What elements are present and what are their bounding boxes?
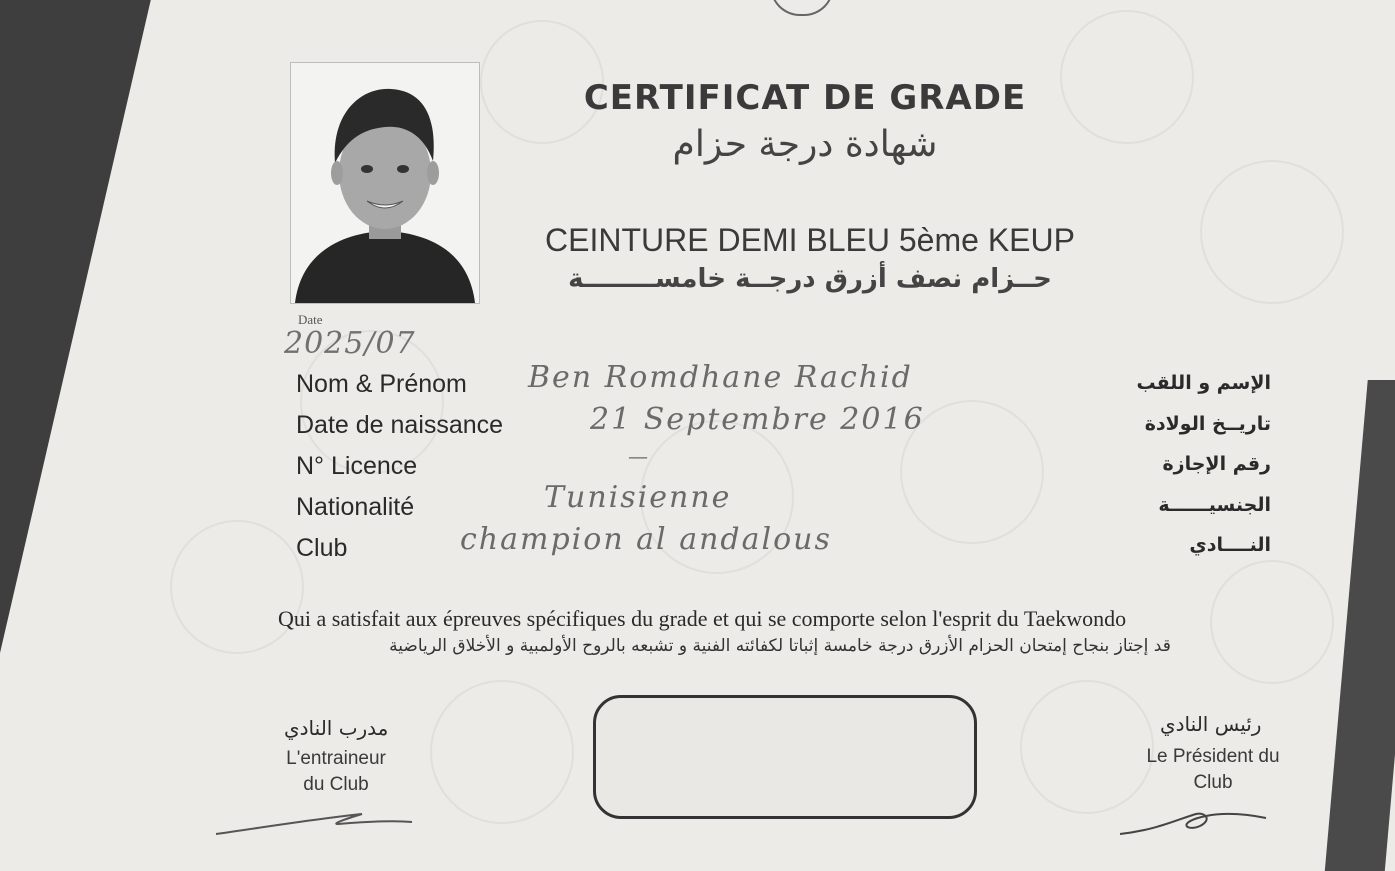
field-value-nationality: Tunisienne [544,480,732,515]
handwritten-signature-icon [212,800,422,840]
field-value-club: champion al andalous [460,522,832,557]
watermark-circle [170,520,304,654]
photo-date-label: Date [298,312,323,327]
watermark-circle [1060,10,1194,144]
field-label-birthdate-ar: تاريــخ الولادة [1144,413,1271,435]
coach-label-fr-line2: du Club [303,774,369,795]
field-label-birthdate: Date de naissance [296,411,504,439]
statement-fr: Qui a satisfait aux épreuves spécifiques du grade et qui se comporte selon l'esprit du Taekwondo [278,606,1127,631]
club-emblem-icon [770,0,834,16]
watermark-circle [430,680,574,824]
field-value-name: Ben Romdhane Rachid [528,360,913,395]
field-value-birthdate: 21 Septembre 2016 [590,402,925,437]
field-label-club: Club [296,534,348,562]
coach-label-fr-line1: L'entraineur [286,748,386,769]
field-label-licence: N° Licence [296,452,418,480]
coach-label-fr [262,746,410,798]
coach-label-ar: مدرب النادي [284,716,389,740]
president-label-ar: رئيس النادي [1160,712,1262,736]
president-label-fr [1128,744,1298,796]
belt-grade-ar: حــزام نصف أزرق درجــة خامســــــــة [568,264,1052,294]
decorative-stripe-left [0,0,160,871]
field-label-club-ar: النــــادي [1189,534,1271,556]
statement-ar: قد إجتاز بنجاح إمتحان الحزام الأزرق درجة خامسة إثباتا لكفائته الفنية و تشبعه بالروح الأولمبية و الأخلاق الرياضية [389,636,1171,656]
certificate-title-ar: شهادة درجة حزام [672,124,938,165]
field-label-name: Nom & Prénom [296,370,467,398]
field-label-licence-ar: رقم الإجازة [1162,453,1271,475]
field-label-nationality-ar: الجنسيــــــة [1158,494,1271,516]
child-portrait-icon [291,63,479,303]
president-label-fr-line2: Club [1193,772,1233,793]
certificate-title-fr: CERTIFICAT DE GRADE [583,78,1027,118]
president-label-fr-line1: Le Président du [1146,746,1280,767]
watermark-circle [1200,160,1344,304]
field-label-name-ar: الإسم و اللقب [1136,372,1271,394]
student-photo [290,62,480,304]
belt-grade-fr: CEINTURE DEMI BLEU 5ème KEUP [545,222,1075,258]
handwritten-signature-icon [1116,800,1276,840]
photo-date-value: 2025/07 [284,326,416,361]
stamp-box [593,695,977,819]
field-label-nationality: Nationalité [296,493,415,521]
field-value-licence: — [628,444,650,468]
